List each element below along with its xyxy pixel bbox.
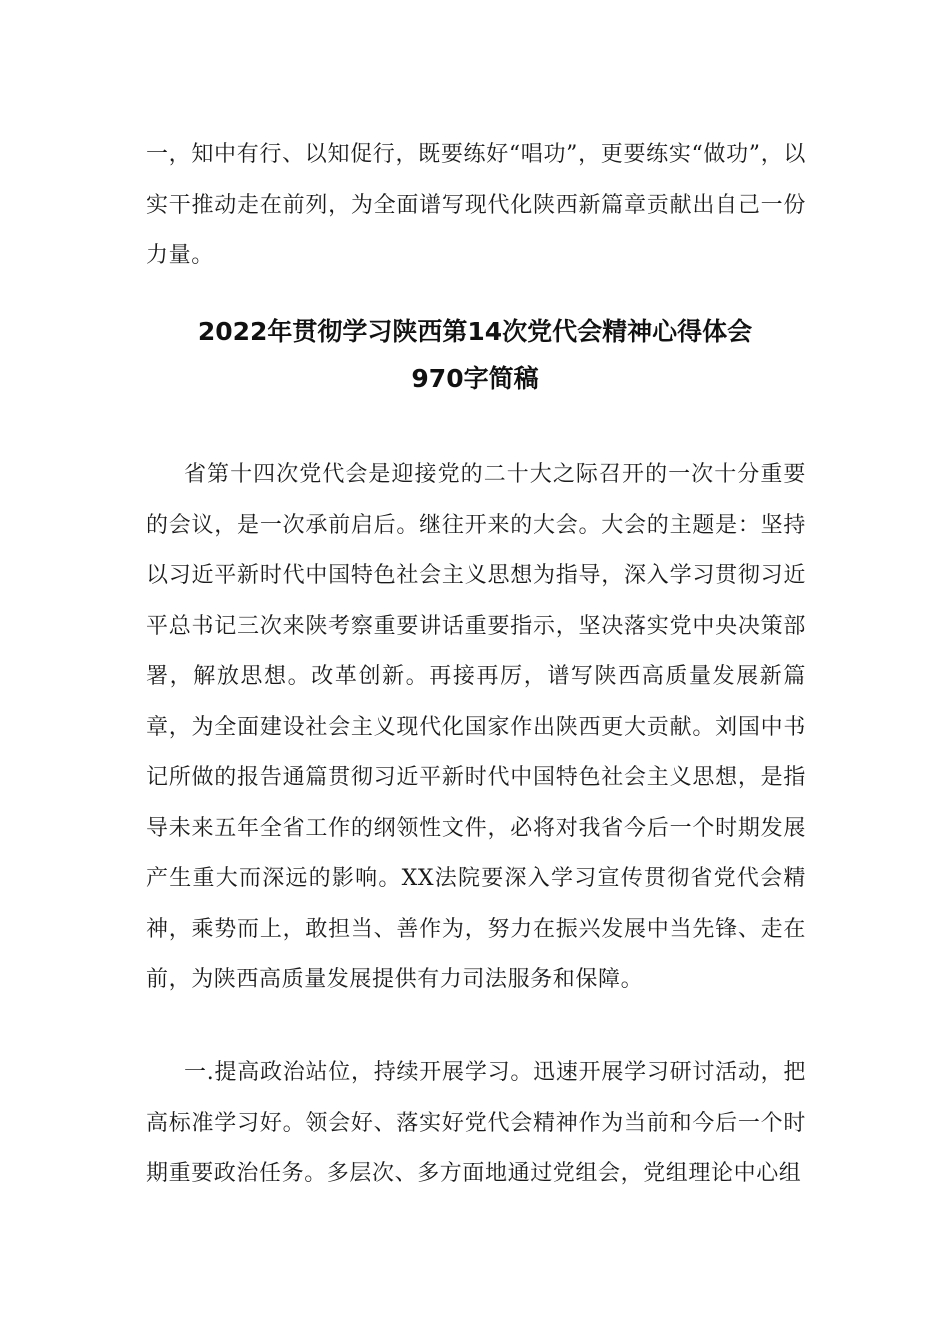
body-paragraph: 省第十四次党代会是迎接党的二十大之际召开的一次十分重要的会议，是一次承前启后。继往开来的大会。大会的主题是：坚持以习近平新时代中国特色社会主义思想为指导，深入学习贯彻习近平总书记三次来陕考察重要讲话重要指示，坚决落实党中央决策部署，解放思想。改革创新。再接再厉，谱写陕西高质量发展新篇章，为全面建设社会主义现代化国家作出陕西更大贡献。刘国中书记所做的报告通篇贯彻习近平新时代中国特色社会主义思想，是指导未来五年全省工作的纲领性文件，必将对我省今后一个时期发展产生重大而深远的影响。XX法院要深入学习宣传贯彻省党代会精神，乘势而上，敢担当、善作为，努力在振兴发展中当先锋、走在前，为陕西高质量发展提供有力司法服务和保障。 bbox=[146, 462, 806, 992]
intro-paragraph: 一，知中有行、以知促行，既要练好“唱功”，更要练实“做功”，以实干推动走在前列，为全面谱写现代化陕西新篇章贡献出自己一份力量。 bbox=[146, 142, 806, 268]
document-title-line2: 970字简稿 bbox=[411, 364, 539, 393]
document-title-line1: 2022年贯彻学习陕西第14次党代会精神心得体会 bbox=[197, 317, 753, 346]
section1-paragraph: 一.提高政治站位，持续开展学习。迅速开展学习研讨活动，把高标准学习好。领会好、落实好党代会精神作为当前和今后一个时期重要政治任务。多层次、多方面地通过党组会，党组理论中心组 bbox=[146, 1060, 806, 1186]
